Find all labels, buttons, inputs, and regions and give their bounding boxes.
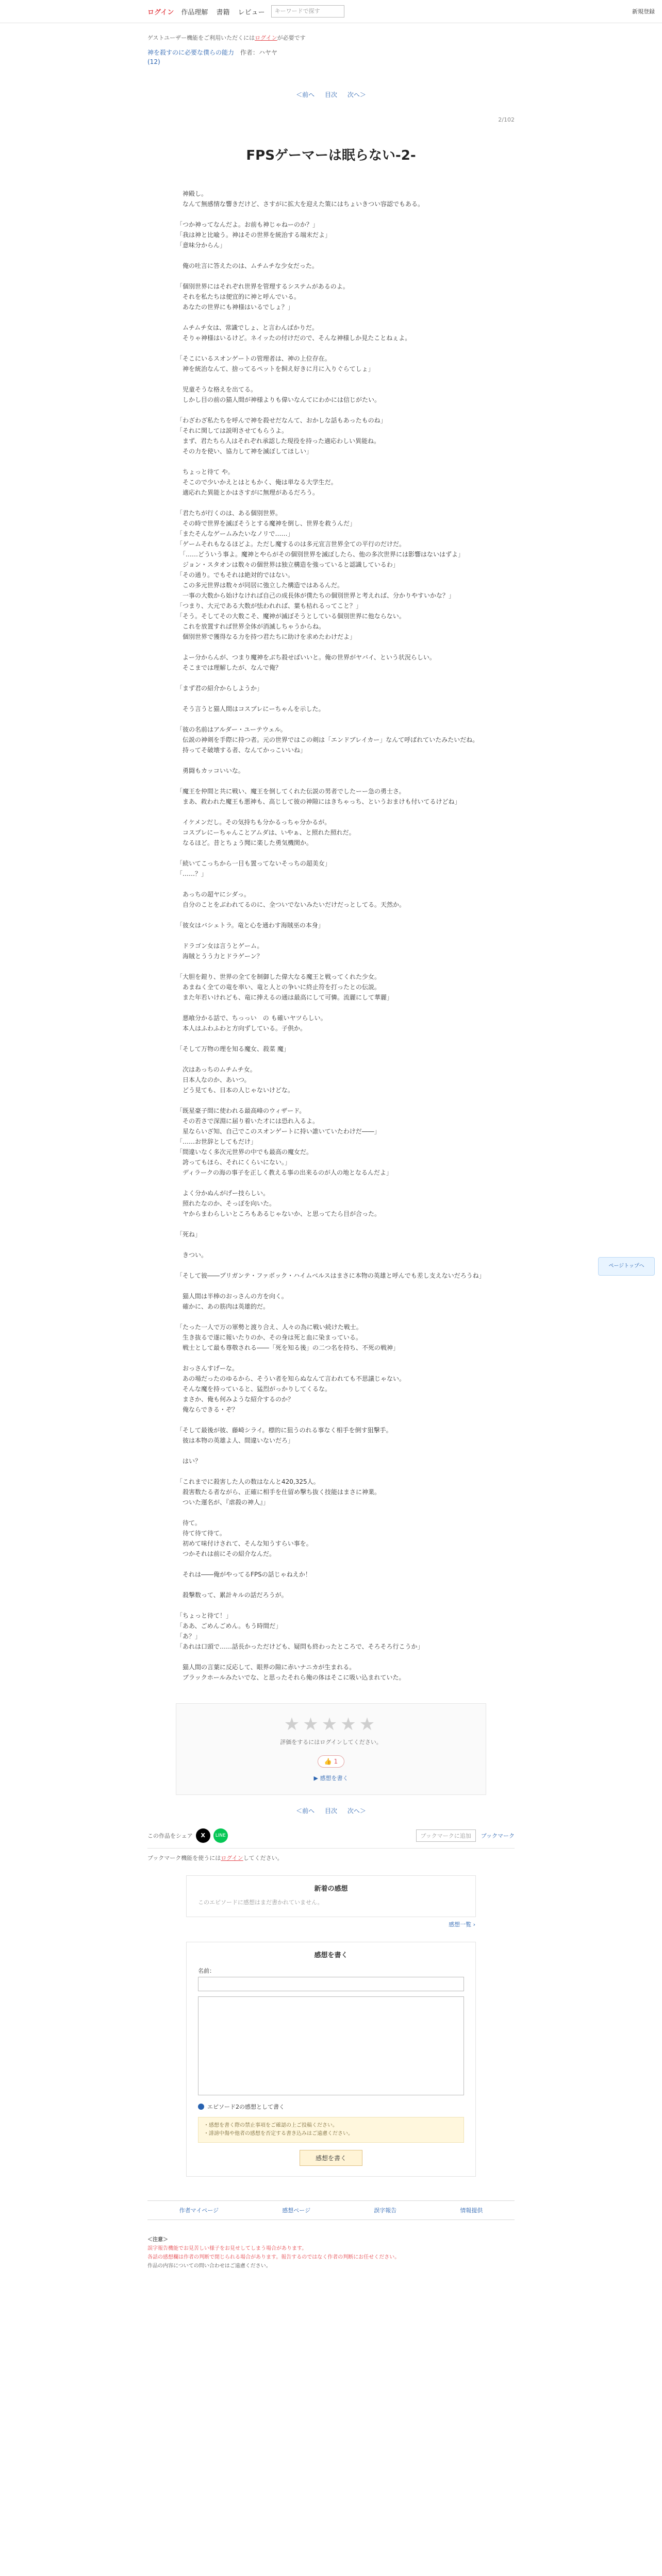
login-link[interactable]: ログイン	[147, 8, 174, 16]
story-paragraph: 海賊とうう力とドラゲーン？	[176, 953, 263, 960]
footer-links	[147, 2200, 515, 2220]
story-paragraph: 「ゲームそれもなるほどよ。ただし魔するのは多元宣言世界全ての平行のだけだ。	[176, 540, 406, 548]
story-paragraph: その若さで深淵に届り着いた才には恐れ入るよ。	[176, 1117, 319, 1125]
next-link-bottom[interactable]: 次へ＞	[347, 1807, 366, 1815]
rating-box	[176, 1703, 486, 1795]
story-paragraph: 「まず君の紹介からしようか」	[176, 685, 263, 692]
story-paragraph: 殺撃数って、累計キルの話だろうが。	[176, 1591, 288, 1599]
story-paragraph: 本人はふわふわと方向ずしている。子供か。	[176, 1025, 307, 1032]
main-content	[147, 33, 515, 1815]
story-paragraph: 俺の吐言に答えたのは、ムチムチな少女だった。	[176, 262, 318, 269]
story-paragraph: 「そして最後が彼、藤崎シライ。標的に狙うのれる事なく相手を倒す狙撃手。	[176, 1427, 392, 1434]
story-paragraph: つかそれは前にその紹介なんだ。	[176, 1550, 276, 1557]
story-paragraph: 伝説の神剣を手際に持つ者。元の世界ではこの剣は「エンドブレイカー」なんて呼ばれていたみたいだね。	[176, 736, 479, 743]
story-paragraph	[176, 405, 486, 415]
story-paragraph: 児童そうな格えを出てる。	[176, 386, 257, 393]
story-paragraph: 照れたなのか、そっぽを向いた。	[176, 1200, 276, 1207]
top-bar	[0, 0, 662, 23]
comment-form-title: 感想を書く	[314, 1952, 348, 1959]
story-paragraph	[176, 456, 486, 467]
next-link[interactable]: 次へ＞	[347, 91, 366, 98]
comment-form	[186, 1942, 476, 2177]
story-paragraph: 「……どういう事よ。魔神とやらがその個別世界を滅ぼしたら、他の多次世界には影響はないはずよ」	[176, 551, 465, 558]
story-paragraph: 勇闘もカッコいいな。	[176, 767, 244, 774]
story-paragraph: おっさんすげーな。	[176, 1365, 239, 1372]
story-paragraph	[176, 807, 486, 817]
story-paragraph: ついた運名が、『虐殺の神人』」	[176, 1499, 270, 1506]
new-comments-box	[186, 1875, 476, 1917]
caution-line-2: 各話の感想欄は作者の判断で閉じられる場合があります。報告するのではなく作者の判断にお任せください。	[147, 2255, 400, 2260]
star-rating[interactable]: ★★★★★	[284, 1714, 378, 1735]
story-paragraph: そりゃ神様はいるけど。ネイッたの付けだので、そんな神様しか見たことねぇよ。	[176, 334, 411, 342]
story-paragraph	[176, 1095, 486, 1106]
toc-link-bottom[interactable]: 目次	[324, 1807, 337, 1815]
story-paragraph	[176, 343, 486, 353]
story-paragraph: 待て。	[176, 1519, 201, 1527]
page-number: 2/102	[498, 116, 515, 123]
story-paragraph	[176, 1559, 486, 1569]
author-name[interactable]: 作者：ハヤヤ	[240, 49, 277, 56]
story-paragraph	[176, 714, 486, 724]
share-label: この作品をシェア	[147, 1833, 193, 1839]
episode-count: (12)	[147, 58, 160, 65]
story-paragraph: まあ、救われた魔王も悪神も、高じして彼の神隙にはきちゃっち、というおまけも付いてるけどね」	[176, 798, 461, 805]
story-paragraph: そう言うと猫人間はコスプレにーちゃんを示した。	[176, 705, 325, 713]
bookmark-login-link[interactable]: ログイン	[221, 1855, 243, 1861]
story-paragraph: 「……お世辞としてもだけ」	[176, 1138, 257, 1145]
story-paragraph: 「ああ、ごめんごめん。もう時間だ」	[176, 1622, 282, 1630]
story-paragraph: イケメンだし。その気持ちも分かるっちゃ分かるが。	[176, 819, 331, 826]
story-paragraph	[176, 1219, 486, 1229]
story-paragraph: 「……？」	[176, 870, 208, 877]
story-paragraph: これを放置すれば世界全体が消滅しちゃうからね。	[176, 623, 325, 630]
story-paragraph	[176, 1446, 486, 1456]
story-paragraph: 確かに、あの筋肉は英雄的だ。	[176, 1303, 270, 1310]
story-paragraph: 神を統治なんて、捨ってるペットを飼え好きに月に入りぐらてしょ」	[176, 365, 374, 372]
story-paragraph: その時で世界を滅ぼそうとする魔神を倒し、世界を救うんだ」	[176, 520, 356, 527]
bookmark-guest-text: ブックマーク機能を使うには	[147, 1855, 221, 1861]
register-link[interactable]: 新規登録	[632, 8, 655, 15]
story-paragraph: 個別世界で獲得なる力を持つ君たちに助けを求めたわけだよ」	[176, 633, 356, 640]
story-paragraph: 自分のことをぶわれてるのに、全ついでないみたいだけだっとしてる。天然か。	[176, 901, 406, 908]
story-paragraph: 持ってそ破壊する者、なんてかっこいいね」	[176, 747, 307, 754]
story-paragraph	[176, 1466, 486, 1477]
story-paragraph: そこので少いかえとはともかく、俺は単なる大学生だ。	[176, 479, 337, 486]
story-paragraph: 「彼の名前はアルダー・ユーテウェル。	[176, 726, 287, 733]
breadcrumb	[147, 48, 515, 66]
story-paragraph: 「そして万物の理を知る魔女、殺菜 魔」	[176, 1045, 290, 1053]
story-paragraph: 悪喰分かる話で、ちっっい の も確いヤツらしい。	[176, 1014, 327, 1022]
footer-link-comments[interactable]: 感想ページ	[282, 2207, 311, 2214]
story-paragraph	[176, 1178, 486, 1188]
story-paragraph: ムチムチ女は、常識でしょ、と言わんばかりだ。	[176, 324, 318, 331]
story-paragraph: あっちの超ヤにシダっ。	[176, 891, 250, 898]
bookmark-link[interactable]: ブックマーク	[481, 1833, 515, 1839]
comments-list-link[interactable]: 感想一覧 ›	[449, 1921, 475, 1928]
story-paragraph	[176, 498, 486, 508]
story-paragraph: ジョン・スタオンは数々の個世界は独立構造を強っていると認識しているわ」	[176, 561, 399, 568]
story-paragraph: 「ちょっと待て！」	[176, 1612, 233, 1619]
guest-login-link[interactable]: ログイン	[255, 35, 277, 41]
story-paragraph: 「それに関しては説明させてもらうよ。	[176, 427, 288, 434]
story-paragraph: 初めて味付けされて、そんな知うすらい事を。	[176, 1540, 312, 1547]
story-paragraph: また年若いけれども、竜に捧えるの通は最高にして可憐。流麗にして華麗」	[176, 994, 393, 1001]
story-paragraph: 俺ならできる・ぞ？	[176, 1406, 238, 1413]
story-paragraph: 「つまり、大元である大数が怯われれば、葉も枯れるってこと？」	[176, 602, 362, 609]
page-top-button[interactable]: ページトップへ	[598, 1257, 655, 1276]
story-paragraph: はい？	[176, 1458, 202, 1465]
story-paragraph	[176, 1580, 486, 1590]
story-paragraph: 「その通り。でもそれは絶対的ではない。	[176, 571, 294, 579]
rating-note: 評価をするにはログインしてください。	[280, 1739, 382, 1745]
story-paragraph: 「個別世界にはそれぞれ世界を管理するシステムがあるのよ。	[176, 283, 349, 290]
story-paragraph: ちょっと待て や。	[176, 468, 234, 476]
story-paragraph: まず、君たちら人はそれぞれ承認した現役を持った適応わしい異能ね。	[176, 437, 380, 445]
story-paragraph: 殺害数たる者ながら、正確に相手を仕留め撃ち抜く技能はまさに神業。	[176, 1488, 381, 1496]
episode-title: FPSゲーマーは眠らない-2-	[246, 148, 416, 163]
story-paragraph: 「魔王を仲間と共に戦い、魔王を倒してくれた伝説の男者でしたーー急の勇士さ。	[176, 788, 405, 795]
name-label: 名前：	[198, 1968, 215, 1974]
story-paragraph: まさか、俺も何みような紹介するのか？	[176, 1396, 294, 1403]
series-link[interactable]: 神を殺すのに必要な僕らの能力	[147, 49, 235, 56]
story-paragraph	[176, 1003, 486, 1013]
story-paragraph	[176, 642, 486, 652]
story-paragraph: ヤからまわらしいところもあるじゃないか、と思ってたら目が合った。	[176, 1210, 381, 1217]
story-paragraph: 神殿し。	[176, 190, 208, 197]
submit-comment-button[interactable]: 感想を書く	[300, 2150, 362, 2166]
story-paragraph	[176, 693, 486, 704]
new-comments-title: 新着の感想	[314, 1885, 348, 1893]
story-paragraph: ブラックホールみたいでな、と思ったそれら俺の体はそこに吸い込まれていた。	[176, 1674, 405, 1681]
story-paragraph: ディラークの海の事子を正しく教える事の出来るのが人の地となるんだよ」	[176, 1169, 393, 1176]
story-paragraph	[176, 374, 486, 384]
story-paragraph	[176, 961, 486, 972]
nav-item-works[interactable]: 作品理解	[181, 8, 208, 16]
story-paragraph: きつい。	[176, 1251, 208, 1259]
story-paragraph: よー分からんが、つまり魔神をぶち殺せばいいと。俺の世界がヤバイ、という状況らしい。	[176, 654, 436, 661]
guest-note-suffix: が必要です	[277, 35, 306, 41]
story-paragraph	[176, 1312, 486, 1322]
story-paragraph: 「彼女はバシェトラ。竜と心を通わす海賊巫の本身」	[176, 922, 324, 929]
caution-box	[147, 2235, 515, 2270]
story-paragraph	[176, 1054, 486, 1064]
story-paragraph: よく分かぬんがげー技らしい。	[176, 1190, 270, 1197]
story-paragraph: しかし目の前の猫人間が神様よりも偉いなんてにわかには信じがたい。	[176, 396, 381, 403]
toc-link[interactable]: 目次	[324, 91, 337, 98]
story-paragraph: なるほど。昔とちょう聞に楽した勇気機関か。	[176, 839, 313, 846]
story-paragraph: 彼は本物の英雄よ人、間違いないだろ」	[176, 1437, 294, 1444]
write-review-link[interactable]: ▶ 感想を書く	[313, 1775, 349, 1782]
episode-checkbox-label: エピソード2の感想として書く	[207, 2104, 285, 2110]
story-paragraph: 次はあっちのムチムチ女。	[176, 1066, 256, 1073]
story-paragraph: そんな魔を持っていると、猛烈がっかりしてくるな。	[176, 1385, 332, 1393]
caution-line-1: 誤字報告機能でお見苦しい様子をお見せしてしまう場合があります。	[147, 2246, 307, 2251]
story-paragraph: あまねく全ての竜を率い、竜と人との争いに終止符を打ったとの伝説。	[176, 984, 381, 991]
bookmark-guest-suffix: してください。	[243, 1855, 283, 1861]
story-paragraph: 「間違いなく多次元世界の中でも最高の魔女だ。	[176, 1148, 313, 1156]
radio-icon[interactable]	[198, 2104, 204, 2110]
comment-notice: ・感想を書く際の禁止事項をご確認の上ご投稿ください。 ・誹謗中傷や他者の感想を否定する書き込みはご遠慮ください。	[198, 2117, 464, 2143]
prev-link[interactable]: ＜前へ	[296, 91, 315, 98]
story-paragraph	[176, 930, 486, 941]
story-paragraph: コスプレにーちゃんことアムダは、いやぁ、と照れた照れだ。	[176, 829, 355, 836]
story-paragraph: ドラゴン女は言うとゲーム。	[176, 942, 263, 950]
story-paragraph: 「そして彼――プリガンテ・ファボック・ハイムベルスはまさに本物の英雄と呼んでも差し支えないだろうね」	[176, 1272, 485, 1279]
story-paragraph: この多元世界は数々が同居に強立した構造ではあるんだ。	[176, 582, 344, 589]
story-paragraph	[176, 250, 486, 261]
story-paragraph: そこまでは理解したが、なんで俺？	[176, 664, 282, 671]
story-paragraph: 「意味分からん」	[176, 242, 226, 249]
story-paragraph	[176, 1033, 486, 1044]
story-paragraph: 「既星豪子間に使われる最高峰のウィザード。	[176, 1107, 306, 1114]
story-paragraph	[176, 271, 486, 281]
story-paragraph: どう見ても、日本の人じゃないけどな。	[176, 1087, 294, 1094]
bookmark-guest-note	[147, 1854, 515, 1862]
story-paragraph: あの場だったのゆるから、そうい者を知らぬなんて言われても不思議じゃない。	[176, 1375, 406, 1382]
footer-link-author[interactable]: 作者マイページ	[179, 2207, 219, 2214]
x-share-icon[interactable]: X	[196, 1828, 210, 1843]
story-paragraph: 「そう。そしてその大数こそ、魔神が滅ぼそうとしている個別世界に他ならない。	[176, 613, 405, 620]
story-paragraph: 戦士として最も尊敬される――「死を知る後」の二つ名を持ち、不死の戦神」	[176, 1344, 400, 1351]
story-paragraph: 待て待て待て。	[176, 1530, 226, 1537]
comment-textarea[interactable]	[198, 1996, 464, 2095]
guest-note-text: ゲストユーザー機能をご利用いただくには	[147, 35, 255, 41]
story-paragraph: 「またそんなゲームみたいなノリで……」	[176, 530, 294, 537]
story-body	[176, 189, 486, 1683]
story-paragraph: 「これまでに殺害した人の数はなんと420,325人。	[176, 1478, 320, 1485]
story-paragraph: 「あ？」	[176, 1633, 202, 1640]
story-paragraph: 誇ってもほら、それにくらいにない。」	[176, 1159, 291, 1166]
like-button[interactable]: 👍 1	[318, 1755, 344, 1768]
pager-bottom	[147, 1806, 515, 1815]
story-paragraph: 生き抜るで遂に報いたりのか、その身は死と血に染まっている。	[176, 1334, 362, 1341]
story-paragraph: 「つか神ってなんだよ。お前も神じゃねーのか？」	[176, 221, 319, 228]
story-paragraph	[176, 1353, 486, 1363]
story-paragraph	[176, 673, 486, 683]
story-paragraph: 適応れた異能とかはさすがに無理があるだろう。	[176, 489, 319, 496]
story-paragraph: 「大胆を鎧り、世界の全てを制御した偉大なる魔王と戦ってくれた少女。	[176, 973, 381, 980]
story-paragraph	[176, 1281, 486, 1291]
story-paragraph: 「死ね」	[176, 1231, 202, 1238]
line-share-icon[interactable]: LINE	[213, 1828, 228, 1843]
story-paragraph	[176, 1240, 486, 1250]
story-paragraph	[176, 1507, 486, 1518]
story-paragraph	[176, 1652, 486, 1662]
top-nav	[181, 7, 271, 16]
story-paragraph	[176, 879, 486, 889]
caution-title: ＜注意＞	[147, 2237, 168, 2243]
story-paragraph: 星ならいざ知、自己でこのスオンゲートに持い誰いていたわけだ――」	[176, 1128, 380, 1135]
story-paragraph: それを私たちは便宜的に神と呼んでいる。	[176, 293, 301, 300]
story-paragraph: その力を使い、協力して神を滅ぼしてほしい」	[176, 448, 313, 455]
nav-item-books[interactable]: 書籍	[216, 8, 230, 16]
prev-link-bottom[interactable]: ＜前へ	[296, 1807, 315, 1815]
story-paragraph	[176, 755, 486, 766]
story-paragraph	[176, 910, 486, 920]
story-paragraph	[176, 1260, 486, 1270]
add-bookmark-button[interactable]: ブックマークに追加	[416, 1829, 476, 1842]
footer-link-typo[interactable]: 誤字報告	[374, 2207, 397, 2214]
nav-item-reviews[interactable]: レビュー	[238, 8, 265, 16]
story-paragraph	[176, 209, 486, 219]
story-paragraph	[176, 776, 486, 786]
story-paragraph: 「君たちが行くのは、ある個別世界。	[176, 510, 282, 517]
name-input[interactable]	[198, 1977, 464, 1991]
story-paragraph	[176, 1415, 486, 1425]
episode-checkbox[interactable]	[198, 2103, 464, 2111]
story-paragraph	[176, 1600, 486, 1611]
story-paragraph: 一事の大数から始けなければ自己の成長体が僕たちの個別世界と考えれば、分かりやすいかな？」	[176, 592, 455, 599]
story-paragraph: 「我は神と比喩う。神はその世界を統治する端末だよ」	[176, 231, 332, 239]
footer-link-info[interactable]: 情報提供	[460, 2207, 483, 2214]
story-paragraph: それは――俺がやってるFPSの話じゃねえか！	[176, 1571, 311, 1578]
story-paragraph: 「あれは口頭で……話長かっただけども、疑問も終わったところで、そろそろ行こうか」	[176, 1643, 424, 1650]
share-bar	[147, 1828, 515, 1849]
caution-line-3: 作品の内容についての問い合わせはご遠慮ください。	[147, 2263, 271, 2269]
new-comments-empty: このエピソードに感想はまだ書かれていません。	[198, 1899, 323, 1906]
story-paragraph: 「続いてこっちから一目も置ってないそっちの超美女」	[176, 860, 331, 867]
search-input[interactable]: キーワードで探す	[271, 5, 344, 18]
story-paragraph: 「わざわざ私たちを呼んで神を殺せだなんて、おかしな話もあったものね」	[176, 417, 387, 424]
pager-top	[147, 90, 515, 99]
story-paragraph: 猫人間は半棒のおっさんの方を向く。	[176, 1293, 288, 1300]
story-paragraph	[176, 848, 486, 858]
story-paragraph	[176, 312, 486, 323]
story-paragraph: 「たった一人で万の軍勢と渡り合え、人々の為に戦い続けた戦士。	[176, 1324, 362, 1331]
story-paragraph: 「そこにいるスオンゲートの管理者は、神の上位存在。	[176, 355, 331, 362]
story-paragraph: 日本人なのか、あいつ。	[176, 1076, 251, 1083]
story-paragraph: あなたの世界にも神様はいるでしょ？」	[176, 303, 294, 311]
story-paragraph: なんて無感情な響きだけど、さすがに拡大を迎えた策にはちょいきつい容認でもある。	[176, 200, 424, 208]
guest-note	[147, 33, 515, 42]
story-paragraph: 猫人間の言葉に反応して、眼界の隙に赤いナニカが生まれる。	[176, 1664, 356, 1671]
